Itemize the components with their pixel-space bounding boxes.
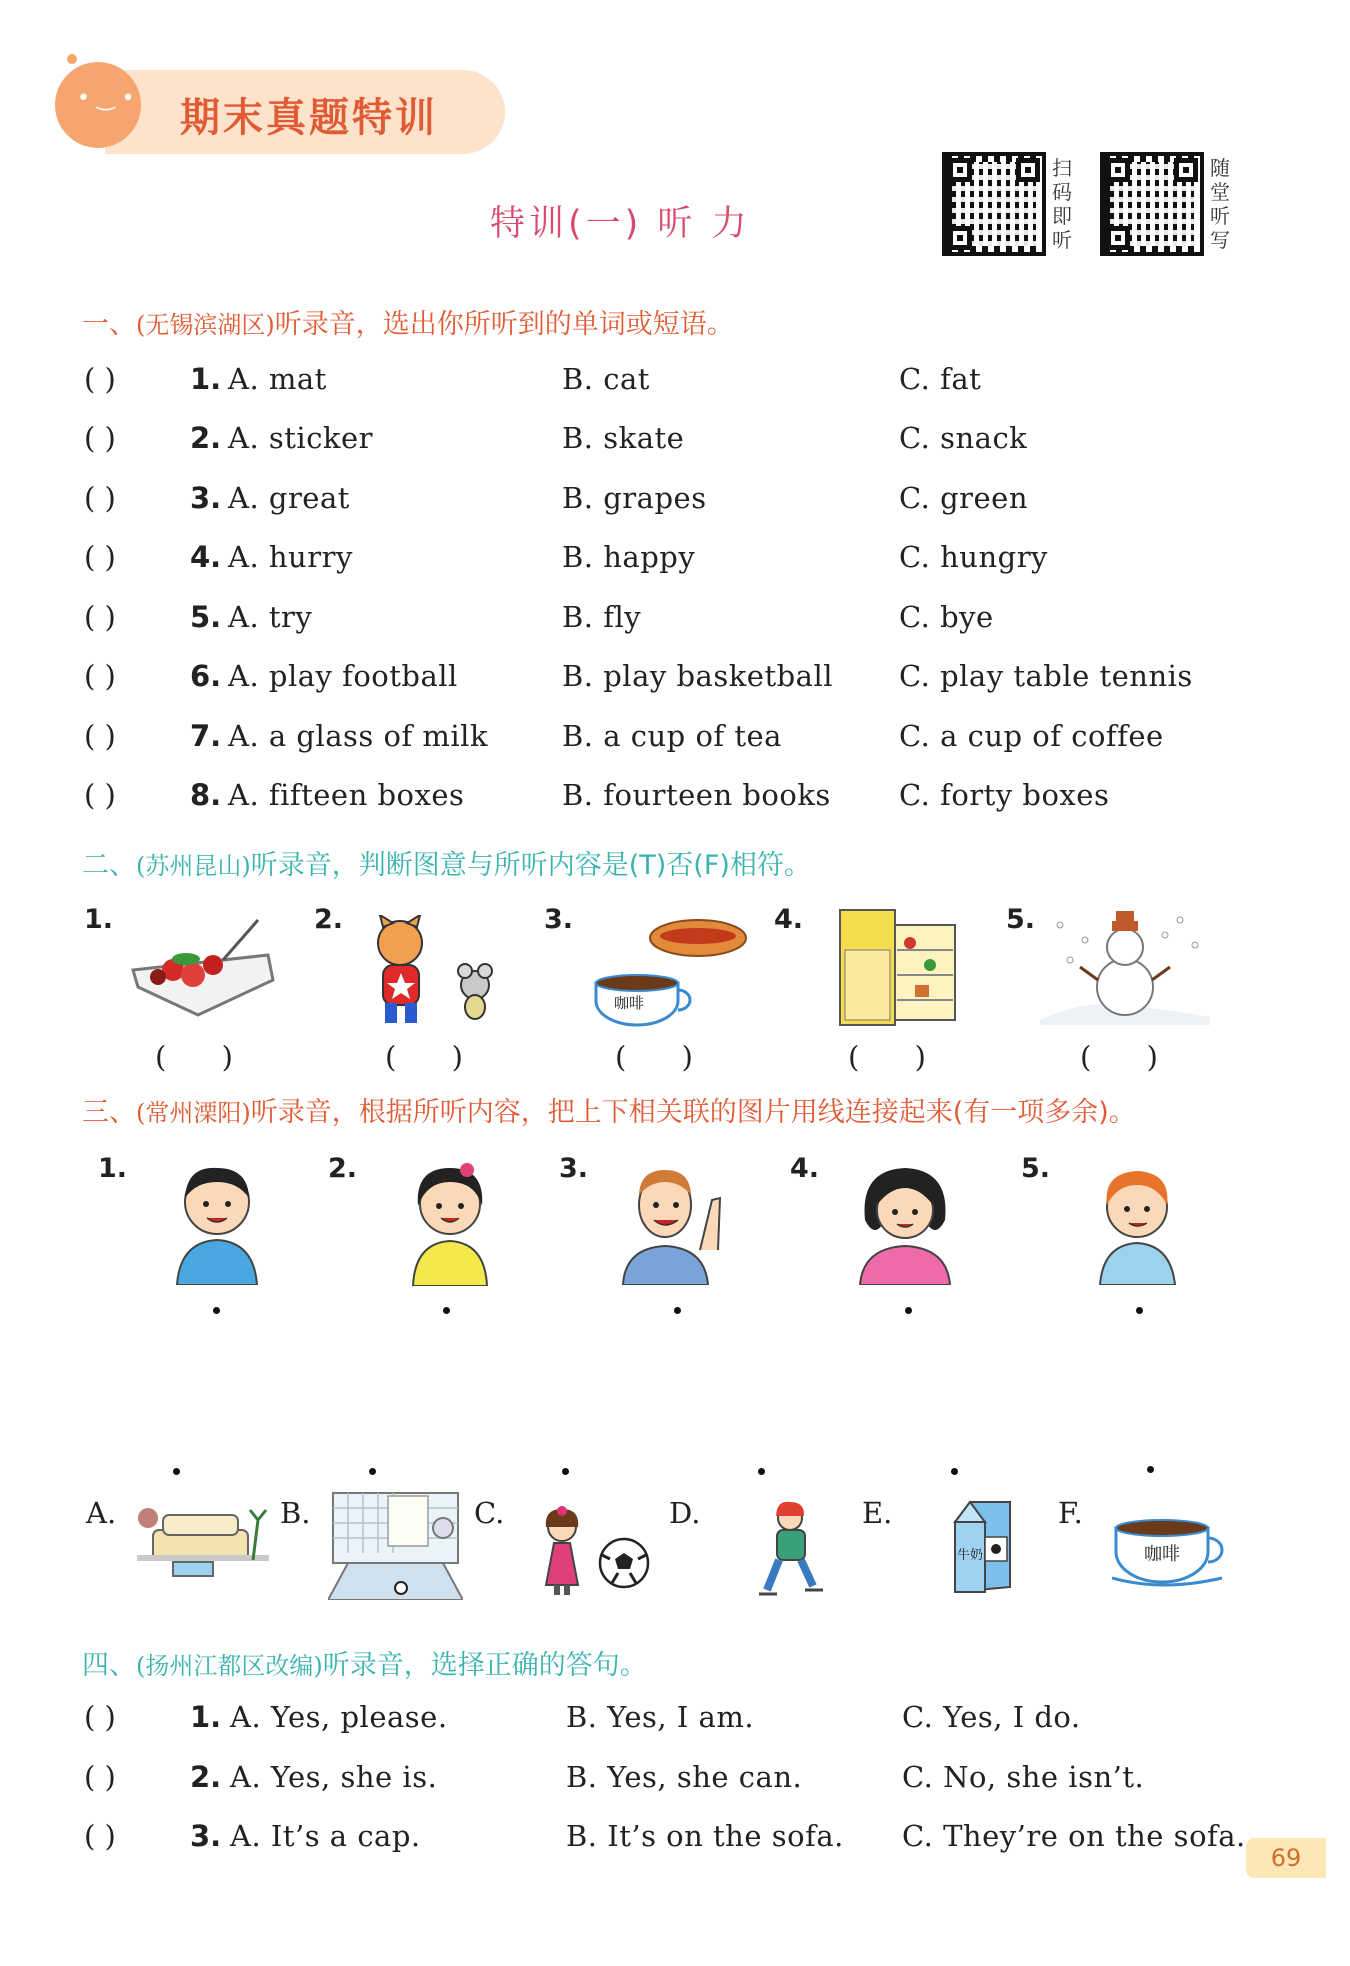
picture-number: 5. [1021, 1153, 1051, 1184]
connect-dot[interactable] [562, 1468, 569, 1475]
tf-answer-blank[interactable]: ( ) [848, 1040, 926, 1074]
qr-caption-dictation: 随堂听写 [1210, 156, 1230, 252]
svg-text:咖啡: 咖啡 [1144, 1544, 1180, 1565]
answer-blank[interactable]: ( ) [84, 481, 116, 515]
section-3-heading: 三、(常州溧阳)听录音，根据所听内容，把上下相关联的图片用线连接起来(有一项多余)。 [82, 1097, 1136, 1128]
connect-dot[interactable] [905, 1307, 912, 1314]
boy-orange-hair-icon [1095, 1165, 1180, 1285]
answer-blank[interactable]: ( ) [84, 362, 116, 396]
picture-number: 1. [98, 1153, 128, 1184]
skater-icon [755, 1498, 825, 1608]
picture-number: 1. [84, 904, 114, 935]
answer-blank[interactable]: ( ) [84, 1760, 116, 1794]
coffee-cup-icon [1112, 1518, 1232, 1590]
cat-and-mouse-icon [345, 915, 515, 1030]
tf-answer-blank[interactable]: ( ) [1080, 1040, 1158, 1074]
tf-answer-blank[interactable]: ( ) [155, 1040, 233, 1074]
coffee-and-hotdog-icon [588, 908, 753, 1033]
tf-answer-blank[interactable]: ( ) [385, 1040, 463, 1074]
man-waving-icon [620, 1160, 730, 1285]
answer-blank[interactable]: ( ) [84, 540, 116, 574]
option-letter: E. [862, 1496, 893, 1530]
answer-blank[interactable]: ( ) [84, 1700, 116, 1734]
option-letter: F. [1058, 1496, 1083, 1530]
living-room-icon [133, 1500, 273, 1590]
page-number: 69 [1246, 1838, 1326, 1878]
boy-icon [172, 1160, 262, 1285]
bathroom-icon [328, 1488, 463, 1600]
answer-blank[interactable]: ( ) [84, 421, 116, 455]
picture-number: 4. [790, 1153, 820, 1184]
option-letter: A. [86, 1496, 117, 1530]
picture-number: 3. [544, 904, 574, 935]
snowman-icon [1040, 905, 1210, 1025]
picture-number: 2. [314, 904, 344, 935]
option-letter: D. [669, 1496, 701, 1530]
picture-number: 5. [1006, 904, 1036, 935]
picture-number: 3. [559, 1153, 589, 1184]
picture-number: 4. [774, 904, 804, 935]
woman-icon [855, 1160, 955, 1285]
qr-code-icon[interactable] [942, 152, 1046, 256]
mascot-icon: • ‿ • [55, 62, 141, 148]
section-2-heading: 二、(苏州昆山)听录音，判断图意与所听内容是(T)否(F)相符。 [82, 850, 811, 881]
connect-dot[interactable] [443, 1307, 450, 1314]
connect-dot[interactable] [213, 1307, 220, 1314]
qr-code-icon[interactable] [1100, 152, 1204, 256]
answer-blank[interactable]: ( ) [84, 600, 116, 634]
page-subtitle: 特训(一) 听 力 [490, 204, 751, 244]
connect-dot[interactable] [674, 1307, 681, 1314]
fridge-icon [835, 905, 960, 1030]
section-1-heading: 一、(无锡滨湖区)听录音，选出你所听到的单词或短语。 [82, 309, 734, 340]
answer-blank[interactable]: ( ) [84, 1819, 116, 1853]
girl-icon [405, 1158, 495, 1286]
doll-and-ball-icon [532, 1505, 657, 1600]
answer-blank[interactable]: ( ) [84, 778, 116, 812]
chapter-banner [55, 62, 505, 160]
section-4-heading: 四、(扬州江都区改编)听录音，选择正确的答句。 [82, 1650, 647, 1681]
picture-number: 2. [328, 1153, 358, 1184]
fruit-salad-icon [128, 915, 278, 1020]
connect-dot[interactable] [758, 1468, 765, 1475]
svg-text:牛奶: 牛奶 [957, 1548, 984, 1563]
connect-dot[interactable] [951, 1468, 958, 1475]
option-letter: C. [474, 1496, 505, 1530]
answer-blank[interactable]: ( ) [84, 659, 116, 693]
connect-dot[interactable] [369, 1468, 376, 1475]
milk-carton-icon [945, 1497, 1020, 1597]
chapter-title: 期末真题特训 [180, 95, 438, 141]
answer-blank[interactable]: ( ) [84, 719, 116, 753]
connect-dot[interactable] [1136, 1307, 1143, 1314]
tf-answer-blank[interactable]: ( ) [615, 1040, 693, 1074]
qr-caption-listen: 扫码即听 [1052, 156, 1072, 252]
svg-text:咖啡: 咖啡 [614, 994, 645, 1012]
connect-dot[interactable] [1147, 1466, 1154, 1473]
option-letter: B. [280, 1496, 311, 1530]
connect-dot[interactable] [173, 1468, 180, 1475]
